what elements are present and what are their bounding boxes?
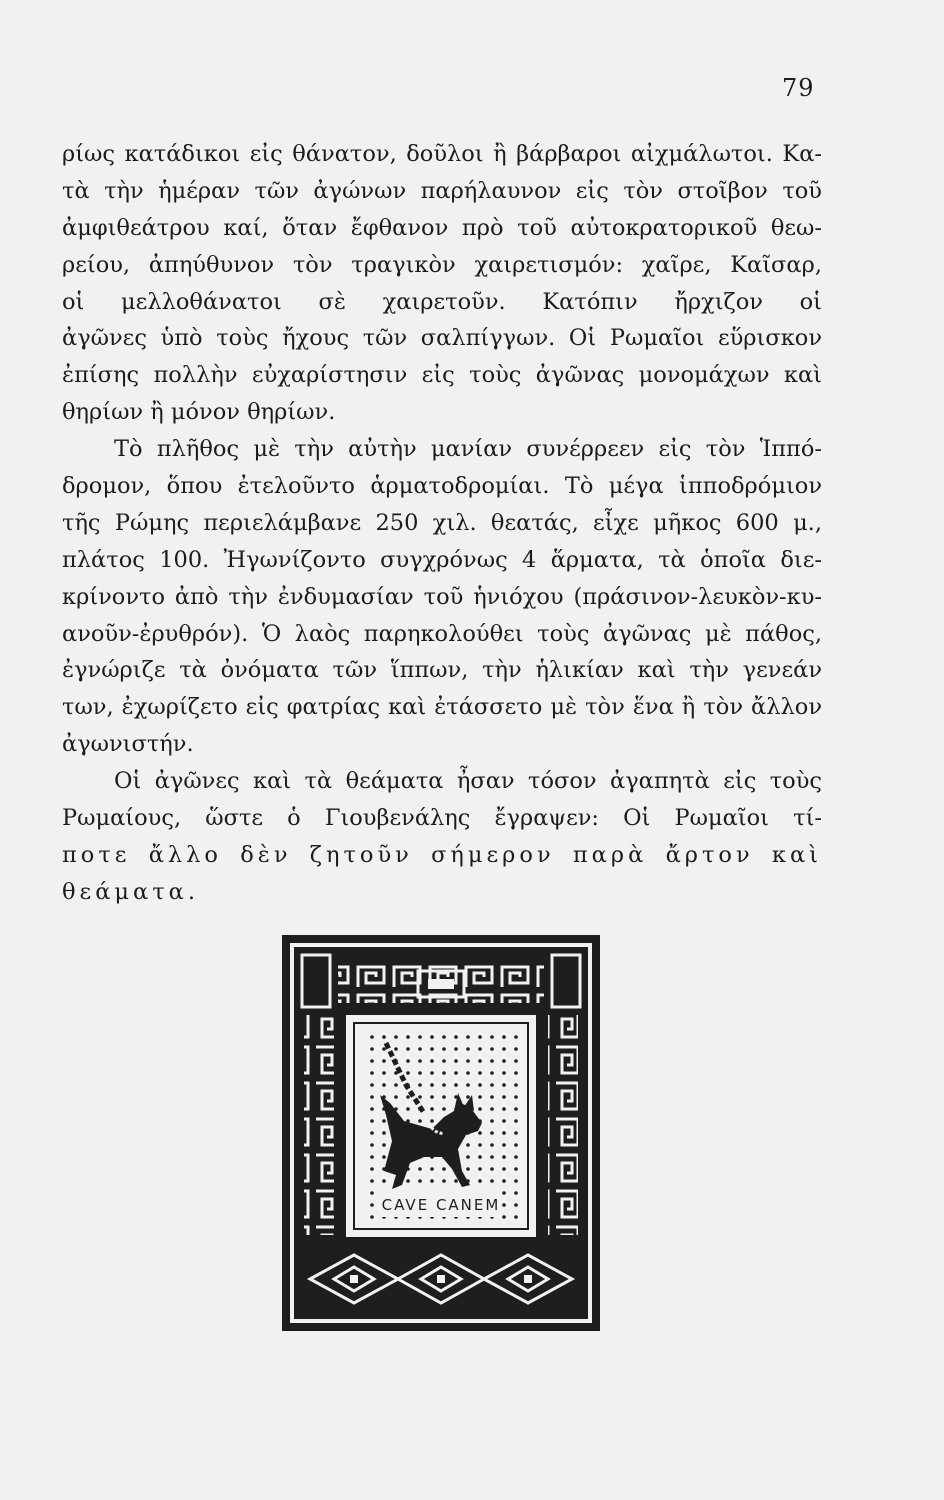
mosaic-inscription: CAVE CANEM [381,1196,501,1214]
mosaic-illustration [282,935,600,1331]
page-number: 79 [782,74,815,102]
meander-border-left [304,1015,334,1235]
text-line: ἐγνώριζε τὰ ὀνόματα τῶν ἵππων, τὴν ἡλικίαν καὶ τὴν γενεάν [62,657,822,684]
meander-border-right [548,1015,578,1235]
text-line: ἀγωνιστήν. [62,731,194,758]
text-line: ποτε ἄλλο δὲν ζητοῦν σήμερον παρὰ ἄρτον καὶ [62,841,822,868]
text-line: Ρωμαίους, ὥστε ὁ Γιουβενάλης ἔγραψεν: Οἱ Ρωμαῖοι τί- [62,805,822,832]
text-line: ρείου, ἀπηύθυνον τὸν τραγικὸν χαιρετισμόν: χαῖρε, Καῖσαρ, [62,251,822,278]
body-text [62,136,822,911]
text-line: ἀμφιθεάτρου καί, ὅταν ἔφθανον πρὸ τοῦ αὐτοκρατορικοῦ θεω- [62,214,822,241]
text-line: δρομον, ὅπου ἐτελοῦντο ἁρματοδρομίαι. Τὸ μέγα ἱπποδρόμιον [62,473,822,500]
text-line: ἐπίσης πολλὴν εὐχαρίστησιν εἰς τοὺς ἀγῶνας μονομάχων καὶ [62,362,822,389]
text-line: των, ἐχωρίζετο εἰς φατρίας καὶ ἐτάσσετο μὲ τὸν ἕνα ἢ τὸν ἄλλον [62,694,822,721]
text-line: τὰ τὴν ἡμέραν τῶν ἀγώνων παρήλαυνον εἰς τὸν στοῖβον τοῦ [62,177,822,204]
text-line: ρίως κατάδικοι εἰς θάνατον, δοῦλοι ἢ βάρβαροι αἰχμάλωτοι. Κα- [62,141,822,167]
text-line: τῆς Ρώμης περιελάμβανε 250 χιλ. θεατάς, εἶχε μῆκος 600 μ., [62,509,822,536]
text-line: οἱ μελλοθάνατοι σὲ χαιρετοῦν. Κατόπιν ἤρχιζον οἱ [62,288,822,315]
text-line: ανοῦν-ἐρυθρόν). Ὁ λαὸς παρηκολούθει τοὺς ἀγῶνας μὲ πάθος, [62,620,822,647]
text-line: θεάματα. [62,878,200,905]
text-line: θηρίων ἢ μόνον θηρίων. [62,399,336,426]
text-line: ἀγῶνες ὑπὸ τοὺς ἤχους τῶν σαλπίγγων. Οἱ Ρωμαῖοι εὕρισκον [62,325,822,352]
text-line: πλάτος 100. Ἠγωνίζοντο συγχρόνως 4 ἅρματα, τὰ ὁποῖα διε- [62,546,822,573]
text-line: Οἱ ἀγῶνες καὶ τὰ θεάματα ἦσαν τόσον ἀγαπητὰ εἰς τοὺς [114,768,822,795]
text-line: Τὸ πλῆθος μὲ τὴν αὐτὴν μανίαν συνέρρεεν εἰς τὸν Ἱππό- [114,436,822,463]
text-line: κρίνοντο ἀπὸ τὴν ἐνδυμασίαν τοῦ ἡνιόχου (πράσινον-λευκὸν-κυ- [62,583,822,610]
